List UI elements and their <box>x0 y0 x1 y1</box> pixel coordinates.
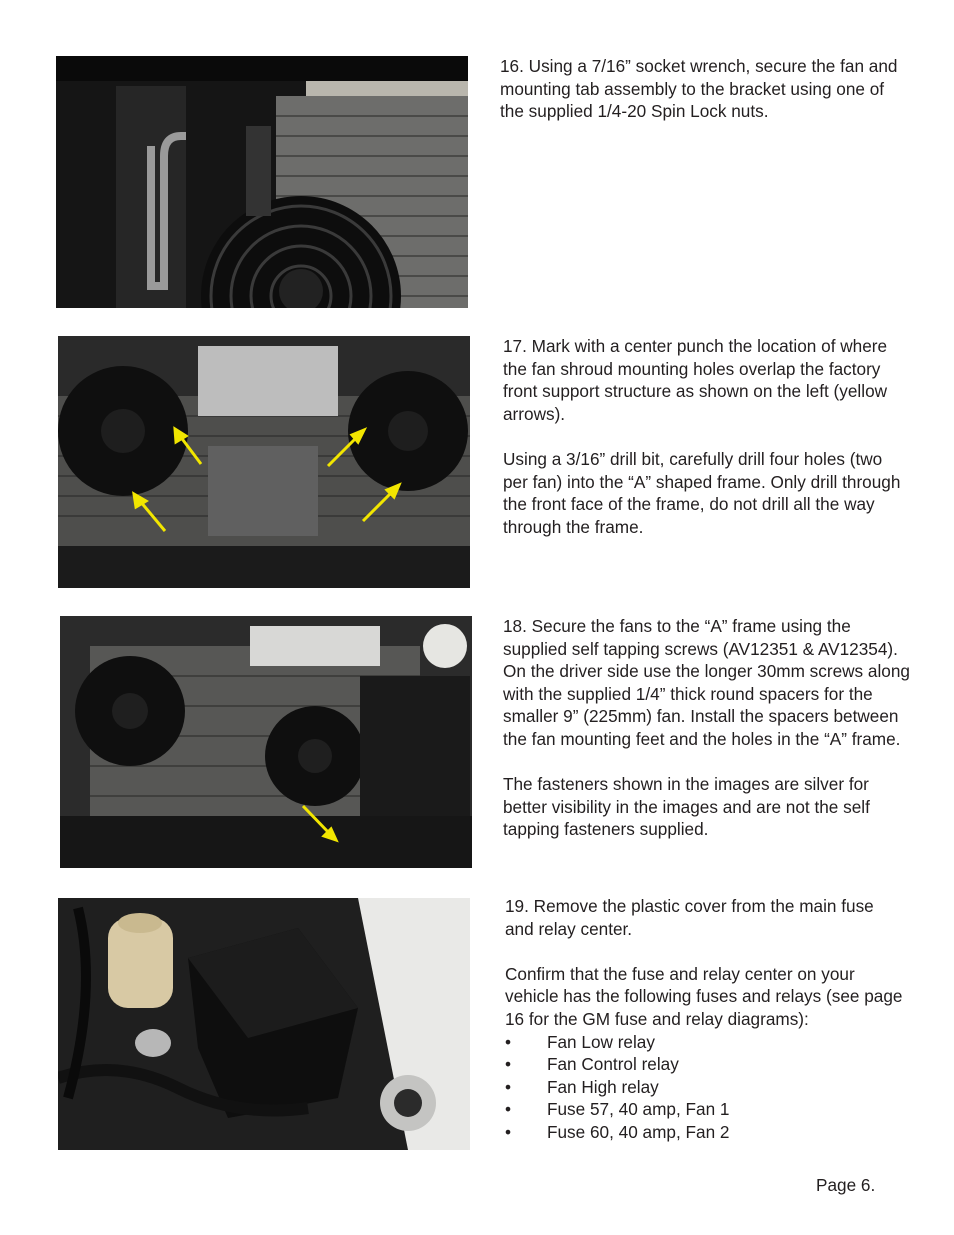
page-number: Page 6. <box>816 1175 876 1195</box>
step-19-paragraph-1: 19. Remove the plastic cover from the main fuse and relay center. <box>505 896 874 939</box>
photo-front-support-arrows <box>58 336 470 588</box>
step-17-paragraph-1: 17. Mark with a center punch the location of where the fan shroud mounting holes overlap the factory front support structure as shown on the left (yellow arrows). <box>503 336 888 424</box>
step-17-text <box>503 335 903 538</box>
step-18-paragraph-1: 18. Secure the fans to the “A” frame using the supplied self tapping screws (AV12351 & AV12354). On the driver side use the longer 30mm screws along with the supplied 1/4” thick round spacers for the smaller 9” (225mm) fan. Install the spacers between the fan mounting feet and the holes in the “A” frame. <box>503 616 910 749</box>
photo-fans-on-a-frame <box>60 616 472 868</box>
step-16-paragraph: 16. Using a 7/16” socket wrench, secure the fan and mounting tab assembly to the bracket using one of the supplied 1/4-20 Spin Lock nuts. <box>500 56 898 122</box>
list-item: • Fuse 57, 40 amp, Fan 1 <box>505 1098 905 1121</box>
list-item: • Fan Low relay <box>505 1031 905 1054</box>
fuse-relay-list <box>505 1031 905 1144</box>
step-17-paragraph-2: Using a 3/16” drill bit, carefully drill four holes (two per fan) into the “A” shaped frame. Only drill through the front face of the frame, do not drill all the way through the frame. <box>503 448 901 537</box>
list-item: • Fan Control relay <box>505 1053 905 1076</box>
step-19-paragraph-2: Confirm that the fuse and relay center on your vehicle has the following fuses and relays (see page 16 for the GM fuse and relay diagrams): <box>505 963 903 1029</box>
list-item: • Fuse 60, 40 amp, Fan 2 <box>505 1121 905 1144</box>
list-item: • Fan High relay <box>505 1076 905 1099</box>
step-19-text <box>505 895 905 1144</box>
photo-fan-bracket <box>56 56 468 308</box>
step-18-text <box>503 615 913 841</box>
step-16-text <box>500 55 900 123</box>
step-18-paragraph-2: The fasteners shown in the images are silver for better visibility in the images and are not the self tapping fasteners supplied. <box>503 774 870 840</box>
photo-fuse-relay-center <box>58 898 470 1150</box>
